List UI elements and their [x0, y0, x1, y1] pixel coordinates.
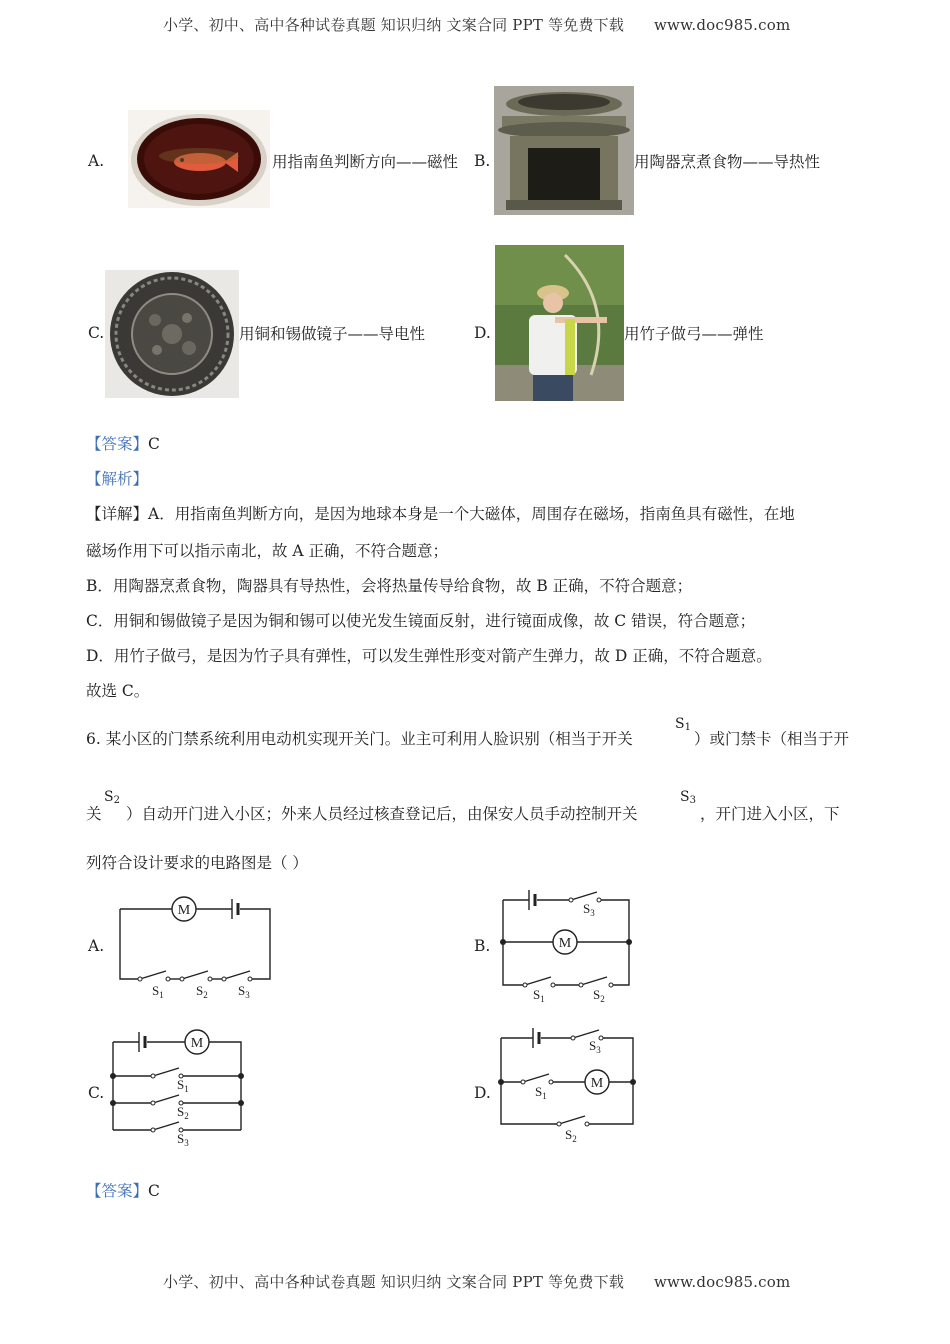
q5-detail-line-6: 故选 C。: [86, 682, 150, 700]
circuit-b-s2-label: $S_2$: [593, 987, 605, 1003]
q5-option-d-text: 用竹子做弓——弹性: [624, 325, 764, 343]
archer-drawing: [495, 245, 624, 401]
page-header: [163, 14, 790, 35]
q5-answer-tag: 【答案】: [86, 435, 149, 453]
circuit-c-s1-label: $S_1$: [177, 1077, 189, 1094]
q5-answer-value: C: [148, 435, 160, 453]
bronze-mirror-drawing: [105, 270, 239, 398]
q6-stem-line-2a: 关: [86, 805, 102, 823]
q5-detail-line-1: [86, 503, 795, 525]
q5-option-a-label: A.: [88, 152, 105, 170]
q6-option-c-label: C.: [88, 1084, 105, 1102]
circuit-d-motor-label: M: [590, 1076, 604, 1091]
q6-stem-line-1: 6. 某小区的门禁系统利用电动机实现开关门。业主可利用人脸识别（相当于开关: [86, 730, 633, 748]
circuit-c-motor-label: M: [190, 1036, 204, 1051]
compass-fish-drawing: [128, 110, 270, 208]
compass-fish-image: [128, 110, 270, 208]
q5-option-b-text: 用陶器烹煮食物——导热性: [634, 153, 821, 171]
circuit-d-s1-label: $S_1$: [535, 1084, 547, 1101]
circuit-d-s3-label: $S_3$: [589, 1038, 601, 1055]
circuit-b-diagram: [495, 883, 645, 1003]
bronze-mirror-image: [105, 270, 239, 398]
q6-option-b-label: B.: [474, 937, 491, 955]
q5-option-c-label: C.: [88, 324, 105, 342]
q6-stem-line-3: 列符合设计要求的电路图是（ ）: [86, 854, 308, 872]
page-footer: [163, 1271, 790, 1292]
q6-answer-value: C: [148, 1182, 160, 1200]
q5-option-b-label: B.: [474, 152, 491, 170]
circuit-a-motor-label: M: [177, 903, 191, 918]
circuit-b-s1-label: $S_1$: [533, 987, 545, 1003]
pottery-stove-image: [494, 86, 634, 215]
q6-stem-line-2b: ）自动开门进入小区；外来人员经过核查登记后，由保安人员手动控制开关: [126, 805, 638, 823]
circuit-c-s3-label: $S_3$: [177, 1131, 189, 1148]
q6-s2-symbol: $S_2$: [104, 789, 120, 806]
circuit-c-diagram: [107, 1020, 247, 1150]
q5-option-a-text: 用指南鱼判断方向——磁性: [272, 153, 459, 171]
q5-analysis-tag: 【解析】: [86, 470, 149, 488]
q6-stem-line-1b: ）或门禁卡（相当于开: [694, 730, 850, 748]
q5-option-c-text: 用铜和锡做镜子——导电性: [239, 325, 426, 343]
footer-site[interactable]: www.doc985.com: [654, 1273, 791, 1291]
circuit-b-motor-label: M: [558, 936, 572, 951]
q5-detail-line-4: C．用铜和锡做镜子是因为铜和锡可以使光发生镜面反射，进行镜面成像，故 C 错误，符合题意；: [86, 612, 756, 630]
header-site[interactable]: www.doc985.com: [654, 16, 791, 34]
q5-detail-line-3: B．用陶器烹煮食物，陶器具有导热性，会将热量传导给食物，故 B 正确，不符合题意；: [86, 577, 693, 595]
footer-text: 小学、初中、高中各种试卷真题 知识归纳 文案合同 PPT 等免费下载: [163, 1273, 625, 1291]
pottery-stove-drawing: [494, 86, 634, 215]
circuit-a-s1-label: $S_1$: [152, 983, 164, 1000]
q6-answer-line: [86, 1180, 160, 1202]
q5-option-d-label: D.: [474, 324, 491, 342]
header-text: 小学、初中、高中各种试卷真题 知识归纳 文案合同 PPT 等免费下载: [163, 16, 625, 34]
circuit-a-s2-label: $S_2$: [196, 983, 208, 1000]
circuit-a-s3-label: $S_3$: [238, 983, 250, 1000]
circuit-c-s2-label: $S_2$: [177, 1104, 189, 1121]
circuit-b-s3-label: $S_3$: [583, 901, 595, 918]
q6-stem-line-2c: ，开门进入小区，下: [700, 805, 840, 823]
q6-option-a-label: A.: [88, 937, 105, 955]
circuit-a-diagram: [110, 893, 280, 1003]
q5-detail-line-5: D．用竹子做弓，是因为竹子具有弹性，可以发生弹性形变对箭产生弹力，故 D 正确，不符合题意。: [86, 647, 772, 665]
q6-option-d-label: D.: [474, 1084, 491, 1102]
q5-detail-line-2: 磁场作用下可以指示南北，故 A 正确，不符合题意；: [86, 542, 449, 560]
bamboo-bow-archer-image: [495, 245, 624, 401]
q6-s1-symbol: $S_1$: [675, 716, 691, 733]
circuit-d-diagram: [493, 1018, 643, 1148]
q5-detail-tag: 【详解】: [86, 505, 149, 523]
q6-answer-tag: 【答案】: [86, 1182, 149, 1200]
q5-answer-line: [86, 433, 160, 455]
q6-s3-symbol: $S_3$: [680, 789, 696, 806]
q5-detail-text-1: A．用指南鱼判断方向，是因为地球本身是一个大磁体，周围存在磁场，指南鱼具有磁性，在地: [148, 505, 795, 523]
circuit-d-s2-label: $S_2$: [565, 1127, 577, 1144]
